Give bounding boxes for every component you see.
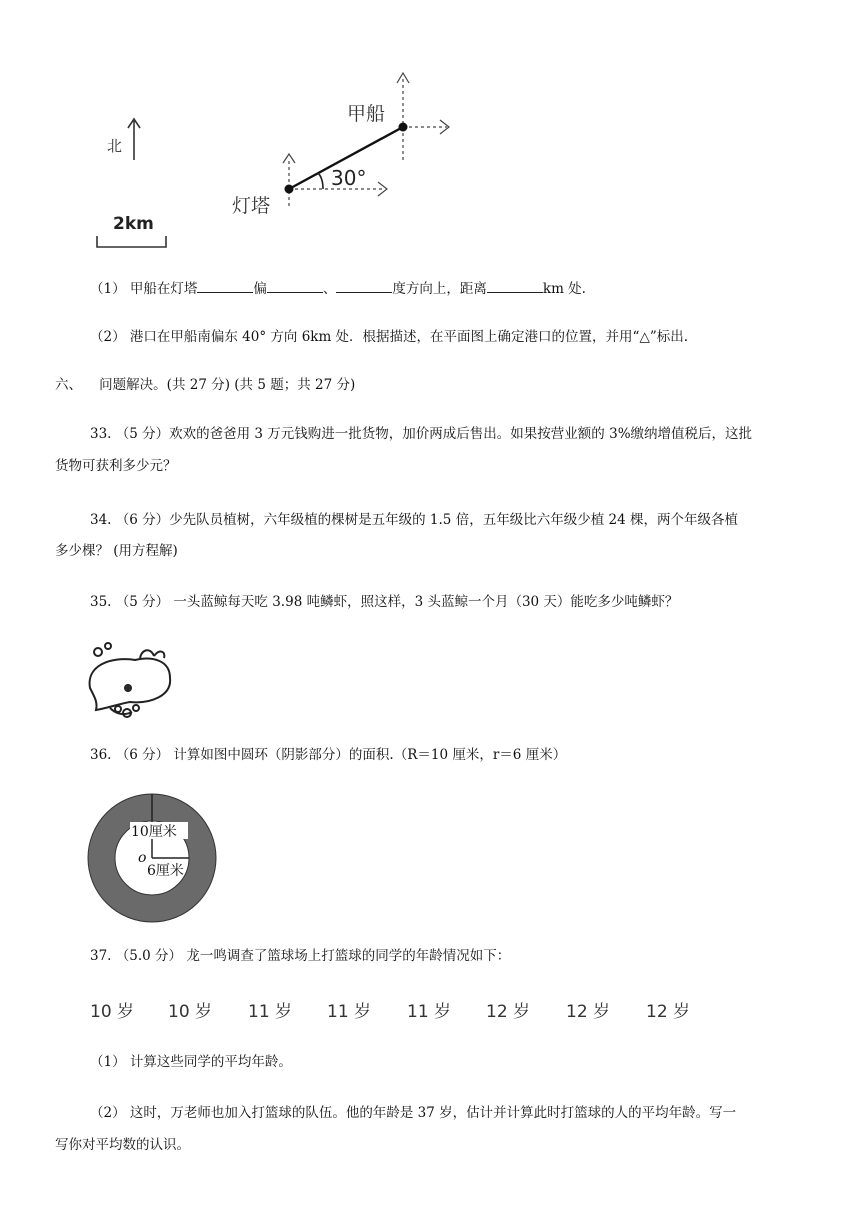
age-item: 12 岁 bbox=[646, 1002, 691, 1022]
scale-bar bbox=[97, 236, 166, 247]
age-item: 10 岁 bbox=[90, 1002, 135, 1022]
question-33-line1: 33. （5 分）欢欢的爸爸用 3 万元钱购进一批货物，加价两成后售出。如果按营业额的 3%缴纳增值税后，这批 bbox=[90, 426, 753, 442]
section-title: 问题解决。(共 27 分) (共 5 题；共 27 分) bbox=[99, 377, 356, 393]
scale-label: 2km bbox=[113, 214, 154, 234]
age-list bbox=[90, 997, 710, 1023]
sub-number: （2） bbox=[90, 329, 126, 345]
angle-arc bbox=[318, 173, 323, 189]
label-r: 6厘米 bbox=[147, 863, 184, 879]
answer-blank-1[interactable] bbox=[197, 279, 253, 293]
lighthouse-label: 灯塔 bbox=[232, 195, 271, 217]
whale-illustration bbox=[80, 638, 180, 723]
answer-blank-4[interactable] bbox=[487, 279, 543, 293]
question-37-sub2-line2: 写你对平均数的认识。 bbox=[55, 1137, 190, 1153]
question-37-sub2-line1: （2） 这时，万老师也加入打篮球的队伍。他的年龄是 37 岁，估计并计算此时打篮球的人的平均年龄。写一 bbox=[90, 1105, 737, 1121]
question-34-line2: 多少棵？ (用方程解) bbox=[55, 543, 178, 559]
age-item: 12 岁 bbox=[486, 1002, 531, 1022]
label-R: 10厘米 bbox=[131, 824, 177, 840]
angle-label: 30° bbox=[331, 166, 367, 190]
age-item: 11 岁 bbox=[248, 1002, 293, 1022]
age-item: 11 岁 bbox=[407, 1002, 452, 1022]
ship-a-label: 甲船 bbox=[347, 103, 386, 125]
north-arrow-icon bbox=[128, 119, 140, 160]
ship-a-point bbox=[399, 123, 408, 132]
question-37-sub1: （1） 计算这些同学的平均年龄。 bbox=[90, 1054, 292, 1070]
question-33-line2: 货物可获利多少元？ bbox=[55, 458, 177, 474]
answer-blank-3[interactable] bbox=[336, 279, 392, 293]
text-segment: 甲船在灯塔 bbox=[129, 281, 198, 297]
question-35: 35. （5 分） 一头蓝鲸每天吃 3.98 吨鳞虾，照这样，3 头蓝鲸一个月（30 天）能吃多少吨鳞虾？ bbox=[90, 594, 679, 610]
sub-text: 港口在甲船南偏东 40° 方向 6km 处．根据描述，在平面图上确定港口的位置，并用“△”标出. bbox=[129, 329, 689, 345]
question-34-line1: 34. （6 分）少先队员植树，六年级植的棵树是五年级的 1.5 倍，五年级比六年级少植 24 棵，两个年级各植 bbox=[90, 512, 738, 528]
question-32-sub1 bbox=[90, 279, 586, 299]
age-item: 10 岁 bbox=[168, 1002, 213, 1022]
text-segment: km 处. bbox=[542, 281, 586, 297]
text-segment: 、 bbox=[322, 281, 337, 297]
text-segment: 偏 bbox=[253, 281, 267, 297]
age-item: 12 岁 bbox=[566, 1002, 611, 1022]
age-item: 11 岁 bbox=[327, 1002, 372, 1022]
sub-number: （1） bbox=[90, 281, 126, 297]
section-6-heading bbox=[55, 375, 355, 395]
lighthouse-point bbox=[285, 185, 294, 194]
ship-a-axes bbox=[397, 73, 449, 160]
question-36: 36. （6 分） 计算如图中圆环（阴影部分）的面积.（R＝10 厘米，r＝6 厘米） bbox=[90, 747, 567, 763]
ship-lighthouse-diagram bbox=[0, 0, 865, 260]
center-label: o bbox=[138, 850, 147, 866]
text-segment: 度方向上，距离 bbox=[392, 281, 487, 297]
question-37: 37. （5.0 分） 龙一鸣调查了篮球场上打篮球的同学的年龄情况如下： bbox=[90, 948, 511, 964]
north-label: 北 bbox=[107, 137, 123, 155]
ring-diagram bbox=[80, 790, 230, 930]
question-32-sub2 bbox=[90, 327, 688, 347]
answer-blank-2[interactable] bbox=[267, 279, 323, 293]
section-number: 六、 bbox=[55, 377, 82, 393]
